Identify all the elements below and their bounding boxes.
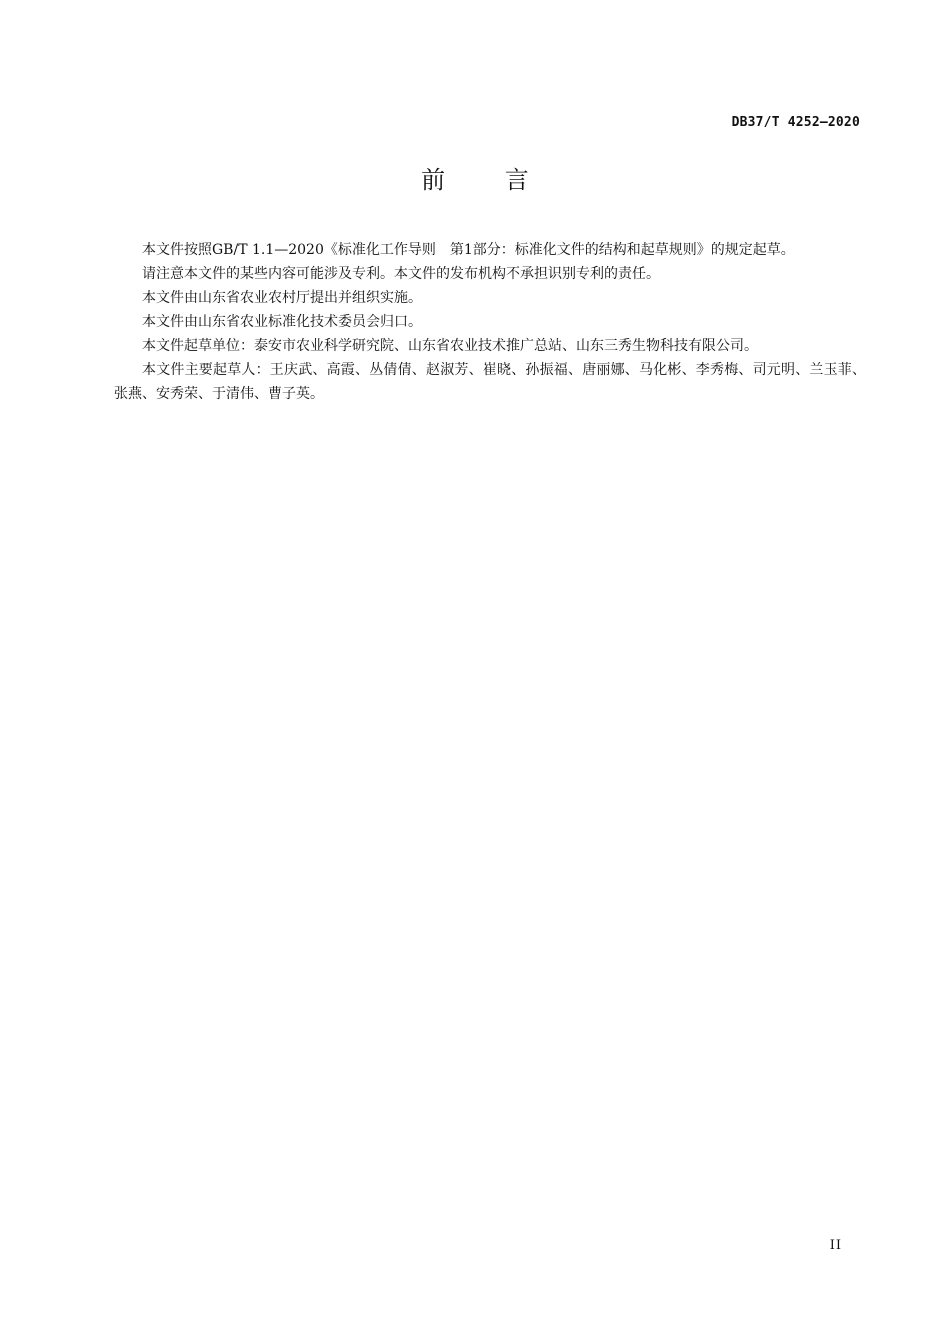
page-number: II (829, 1238, 842, 1253)
paragraph-drafters: 本文件主要起草人：王庆武、高霞、丛倩倩、赵淑芳、崔晓、孙振福、唐丽娜、马化彬、李秀梅、司元明、兰玉菲、张燕、安秀荣、于清伟、曹子英。 (114, 362, 866, 402)
paragraph-committee: 本文件由山东省农业标准化技术委员会归口。 (142, 314, 422, 330)
foreword-body (114, 238, 866, 406)
paragraph-proposer: 本文件由山东省农业农村厅提出并组织实施。 (142, 290, 422, 306)
paragraph-patent-notice: 请注意本文件的某些内容可能涉及专利。本文件的发布机构不承担识别专利的责任。 (142, 266, 660, 282)
paragraph-drafting-units: 本文件起草单位：泰安市农业科学研究院、山东省农业技术推广总站、山东三秀生物科技有限公司。 (142, 338, 758, 354)
page-title: 前 言 (421, 166, 555, 194)
document-code: DB37/T 4252—2020 (731, 115, 860, 130)
paragraph-drafting-basis: 本文件按照GB/T 1.1—2020《标准化工作导则 第1部分：标准化文件的结构和起草规则》的规定起草。 (142, 242, 795, 258)
